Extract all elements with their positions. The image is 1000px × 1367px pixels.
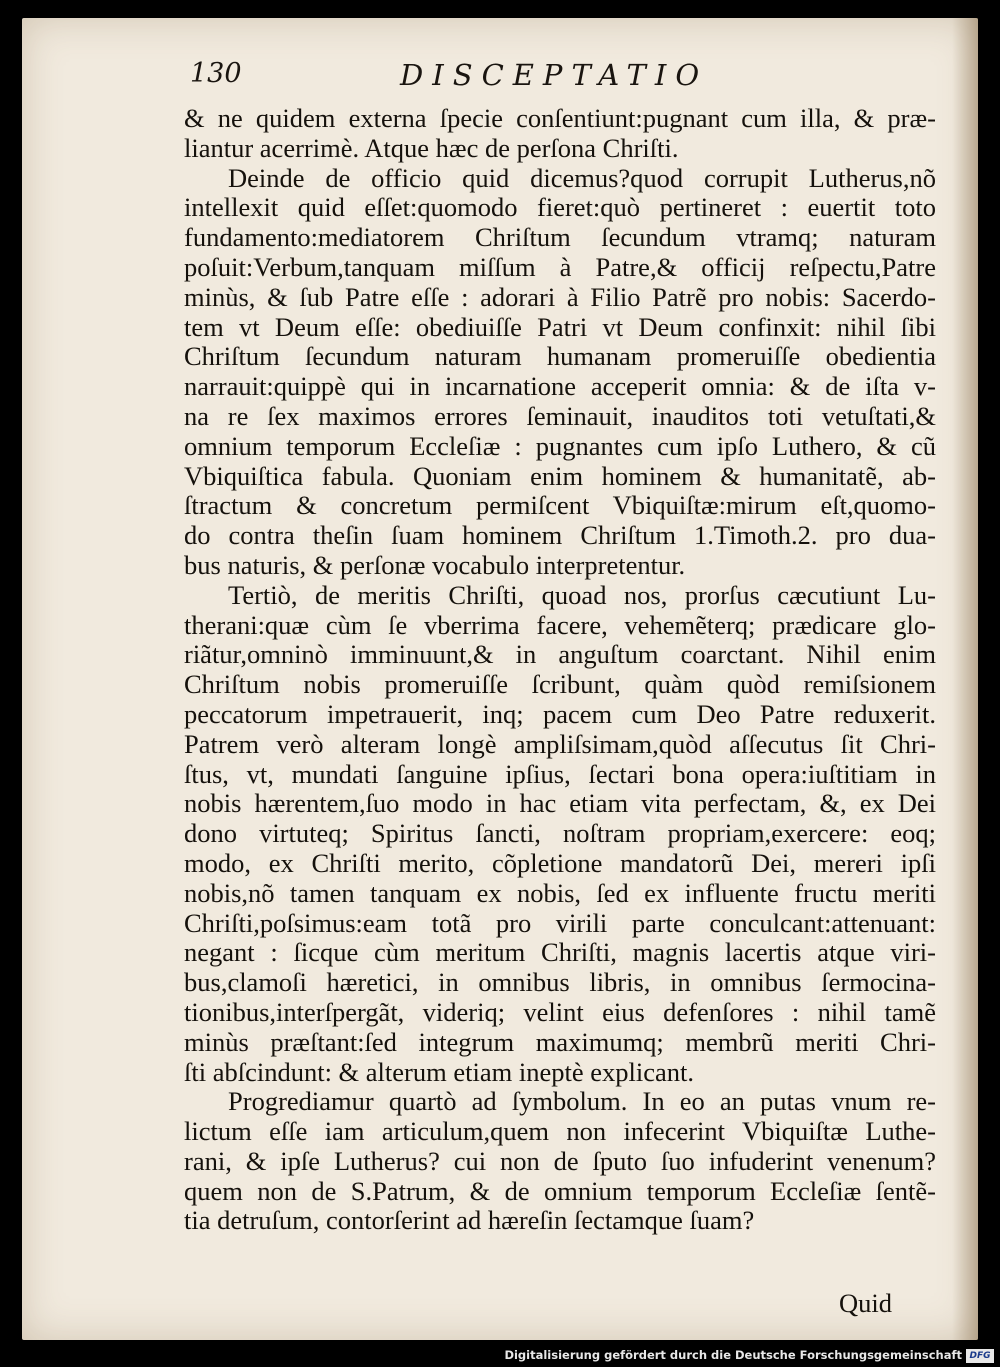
text-line: ſtractum & concretum permiſcent Vbiquiſtæ:mirum eſt,quomo- [184, 491, 936, 521]
text-line: minùs præſtant:ſed integrum maximumq; membrũ meriti Chri- [184, 1027, 936, 1057]
running-head [190, 58, 930, 98]
book-page [22, 18, 978, 1340]
text-line: omnium temporum Eccleſiæ : pugnantes cum ipſo Luthero, & cũ [184, 431, 936, 461]
page-number: 130 [190, 58, 242, 89]
text-line: Vbiquiſtica fabula. Quoniam enim hominem & humanitatẽ, ab- [184, 461, 936, 491]
text-line: riãtur,omninò imminuunt,& in anguſtum coarctant. Nihil enim [184, 640, 936, 670]
text-line: Deinde de officio quid dicemus?quod corrupit Lutherus,nõ [228, 163, 936, 193]
text-line: modo, ex Chriſti merito, cõpletione mandatorũ Dei, mereri ipſi [184, 848, 936, 878]
text-line: bus,clamoſi hæretici, in omnibus libris, in omnibus ſermocina- [184, 968, 936, 998]
running-title: DISCEPTATIO [400, 58, 709, 92]
text-line: tionibus,interſpergãt, videriq; velint eius defenſores : nihil tamẽ [184, 997, 936, 1027]
text-line: poſuit:Verbum,tanquam miſſum à Patre,& officij reſpectu,Patre [184, 252, 936, 282]
text-line: Tertiò, de meritis Chriſti, quoad nos, prorſus cæcutiunt Lu- [228, 580, 936, 610]
text-line: & ne quidem externa ſpecie conſentiunt:pugnant cum illa, & præ- [184, 104, 936, 133]
dfg-logo-icon: DFG [966, 1349, 994, 1363]
text-line: Chriſtum ſecundum naturam humanam promeruiſſe obedientia [184, 342, 936, 372]
page-edge-shadow [952, 18, 978, 1340]
text-line: negant : ſicque cùm meritum Chriſti, magnis lacertis atque viri- [184, 938, 936, 968]
text-line: dono virtuteq; Spiritus ſancti, noſtram propriam,exercere: eoq; [184, 819, 936, 849]
text-line: Chriſtum nobis promeruiſſe ſcribunt, quàm quòd remiſsionem [184, 670, 936, 700]
text-line: lictum eſſe iam articulum,quem non infecerint Vbiquiſtæ Luthe- [184, 1117, 936, 1147]
text-line: ſti abſcindunt: & alterum etiam ineptè explicant. [184, 1057, 694, 1087]
text-line: rani, & ipſe Lutherus? cui non de ſputo ſuo infuderint venenum? [184, 1146, 936, 1176]
text-line: tem vt Deum eſſe: obediuiſſe Patri vt Deum confinxit: nihil ſibi [184, 312, 936, 342]
text-line: Progrediamur quartò ad ſymbolum. In eo an putas vnum re- [228, 1087, 936, 1117]
footer-credit: Digitalisierung gefördert durch die Deutsche Forschungsgemeinschaft [504, 1348, 962, 1362]
text-line: minùs, & ſub Patre eſſe : adorari à Filio Patrẽ pro nobis: Sacerdo- [184, 282, 936, 312]
text-line: therani:quæ cùm ſe vberrima facere, vehemẽterq; prædicare glo- [184, 610, 936, 640]
text-line: do contra theſin ſuam hominem Chriſtum 1.Timoth.2. pro dua- [184, 521, 936, 551]
text-line: intellexit quid eſſet:quomodo fieret:quò pertineret : euertit toto [184, 193, 936, 223]
text-line: na re ſex maximos errores ſeminauit, inauditos toti vetuſtati,& [184, 401, 936, 431]
text-line: Chriſti,poſsimus:eam totã pro virili parte conculcant:attenuant: [184, 908, 936, 938]
text-line: nobis,nõ tamen tanquam ex nobis, ſed ex influente fructu meriti [184, 878, 936, 908]
text-line: peccatorum impetrauerit, inq; pacem cum Deo Patre reduxerit. [184, 699, 936, 729]
text-line: nobis hærentem,ſuo modo in hac etiam vita perfectam, &, ex Dei [184, 789, 936, 819]
catchword: Quid [839, 1288, 892, 1318]
text-line: narrauit:quippè qui in incarnatione acceperit omnia: & de iſta v- [184, 372, 936, 402]
body-text [184, 104, 936, 1236]
text-line: liantur acerrimè. Atque hæc de perſona Chriſti. [184, 133, 679, 163]
text-line: quem non de S.Patrum, & de omnium temporum Eccleſiæ ſentẽ- [184, 1176, 936, 1206]
text-line: bus naturis, & perſonæ vocabulo interpretentur. [184, 550, 686, 580]
text-line: tia detruſum, contorſerint ad hæreſin ſectamque ſuam? [184, 1206, 755, 1236]
digitization-footer [0, 1346, 1000, 1367]
text-line: ſtus, vt, mundati ſanguine ipſius, ſectari bona opera:iuſtitiam in [184, 759, 936, 789]
text-line: fundamento:mediatorem Chriſtum ſecundum vtramq; naturam [184, 223, 936, 253]
text-line: Patrem verò alteram longè ampliſsimam,quòd aſſecutus ſit Chri- [184, 729, 936, 759]
